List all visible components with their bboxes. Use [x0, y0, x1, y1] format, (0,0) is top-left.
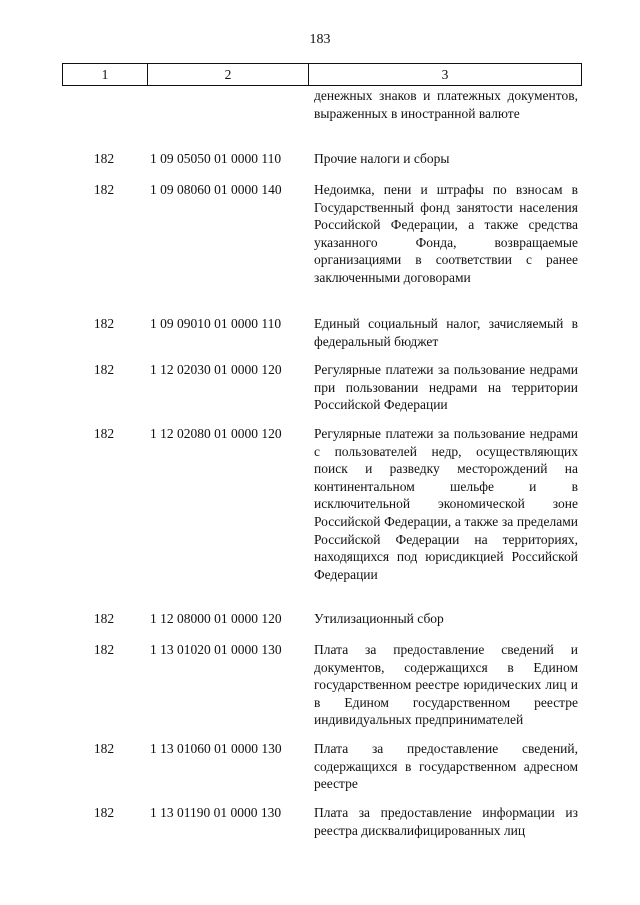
page-number: 183	[309, 32, 331, 47]
table-column-header	[62, 63, 582, 86]
income-name: Регулярные платежи за пользование недрами при пользовании недрами на территории Российской Федерации	[314, 362, 578, 413]
budget-classification-code: 1 13 01190 01 0000 130	[150, 805, 282, 820]
admin-code: 182	[93, 182, 115, 197]
admin-code: 182	[93, 642, 115, 657]
budget-classification-code: 1 09 09010 01 0000 110	[150, 316, 282, 331]
budget-classification-code: 1 13 01060 01 0000 130	[150, 741, 282, 756]
income-name: Единый социальный налог, зачисляемый в федеральный бюджет	[314, 316, 578, 349]
admin-code: 182	[93, 362, 115, 377]
income-name: Плата за предоставление сведений и документов, содержащихся в Едином государственном реестре юридических лиц и в Едином государственном реестре индивидуальных предпринимателей	[314, 642, 578, 728]
budget-classification-code: 1 13 01020 01 0000 130	[150, 642, 282, 657]
budget-classification-code: 1 12 02030 01 0000 120	[150, 362, 282, 377]
admin-code: 182	[93, 611, 115, 626]
income-name: Утилизационный сбор	[314, 611, 444, 626]
budget-classification-code: 1 12 08000 01 0000 120	[150, 611, 282, 626]
admin-code: 182	[93, 151, 115, 166]
budget-classification-code: 1 09 05050 01 0000 110	[150, 151, 282, 166]
budget-classification-code: 1 12 02080 01 0000 120	[150, 426, 282, 441]
column-header-2: 2	[148, 64, 309, 85]
income-name: Недоимка, пени и штрафы по взносам в Государственный фонд занятости населения Российской Федерации, а также средства указанного Фонда, возвращаемые организациями в соответствии с ранее заключенными договорами	[314, 182, 578, 285]
admin-code: 182	[93, 316, 115, 331]
income-name: Регулярные платежи за пользование недрами с пользователей недр, осуществляющих поиск и разведку месторождений на континентальном шельфе и в исключительной экономической зоне Российской Федерации, а также за пределами Российской Федерации на территориях, находящихся под юрисдикцией Российской Федерации	[314, 426, 578, 582]
income-name: Прочие налоги и сборы	[314, 151, 450, 166]
budget-classification-code: 1 09 08060 01 0000 140	[150, 182, 282, 197]
admin-code: 182	[93, 426, 115, 441]
income-name: денежных знаков и платежных документов, выраженных в иностранной валюте	[314, 88, 578, 121]
column-header-1: 1	[63, 64, 148, 85]
income-name: Плата за предоставление сведений, содержащихся в государственном адресном реестре	[314, 741, 578, 792]
admin-code: 182	[93, 741, 115, 756]
admin-code: 182	[93, 805, 115, 820]
income-name: Плата за предоставление информации из реестра дисквалифицированных лиц	[314, 805, 578, 838]
column-header-3: 3	[441, 66, 449, 82]
